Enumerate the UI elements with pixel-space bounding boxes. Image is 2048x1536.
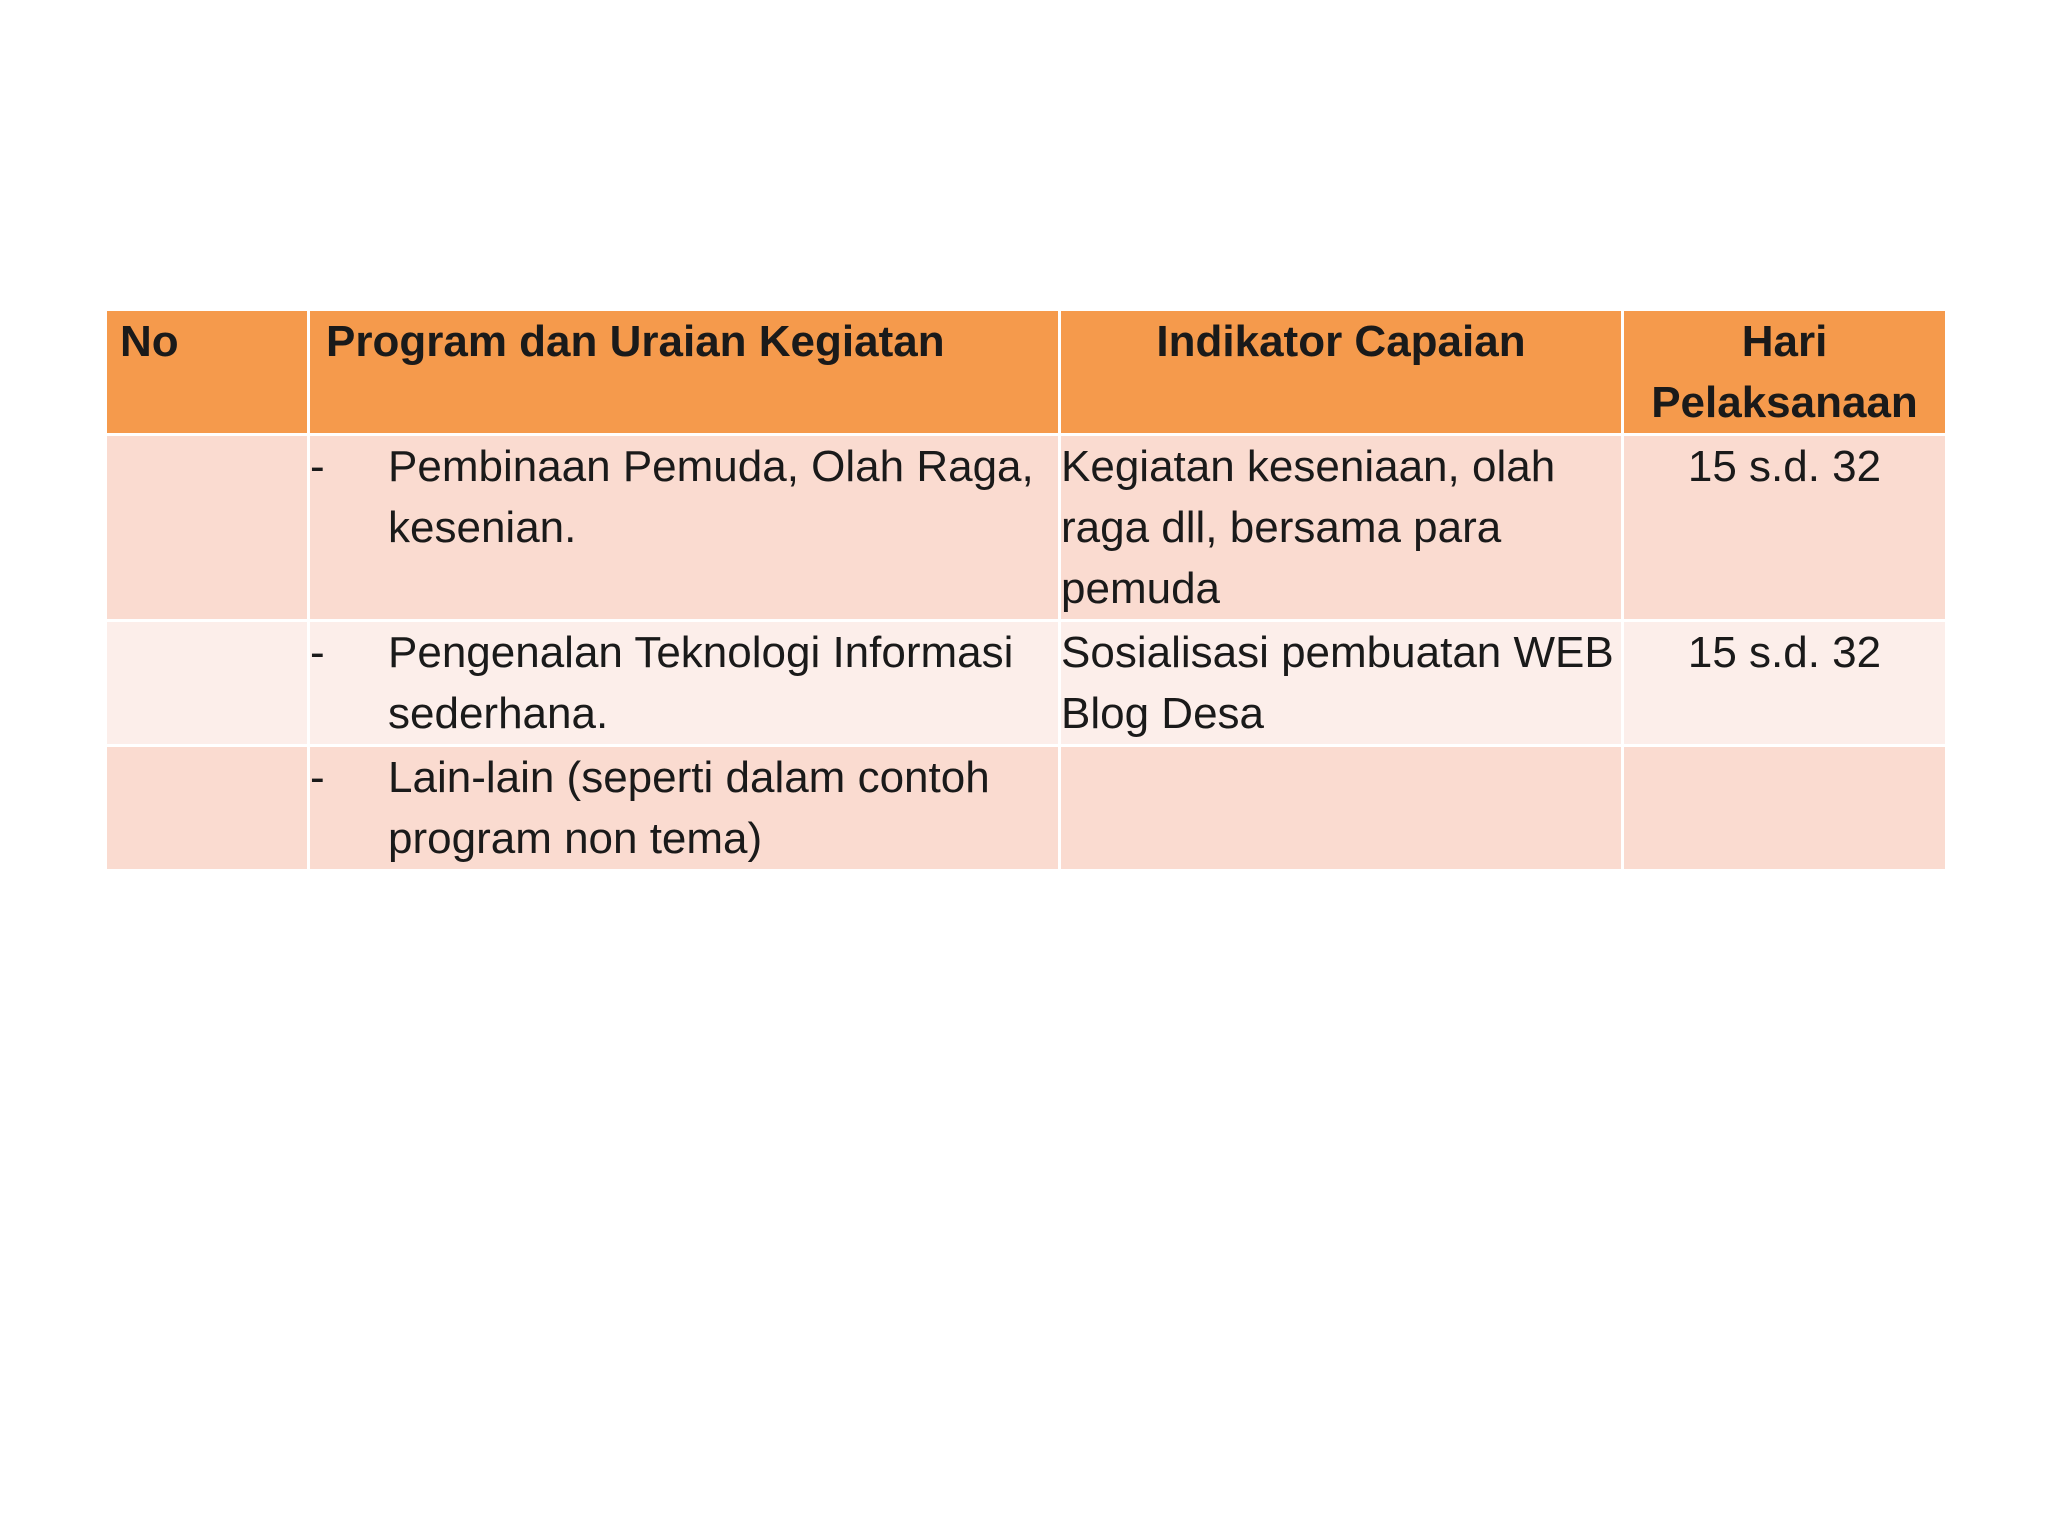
cell-hari xyxy=(1623,746,1947,871)
table-row xyxy=(106,746,1947,871)
cell-no xyxy=(106,435,309,621)
cell-indikator: Kegiatan keseniaan, olah raga dll, bersama para pemuda xyxy=(1060,435,1623,621)
cell-no xyxy=(106,746,309,871)
header-indikator: Indikator Capaian xyxy=(1060,310,1623,435)
table-header-row xyxy=(106,310,1947,435)
bullet-dash: - xyxy=(310,442,325,491)
cell-program xyxy=(309,435,1060,621)
cell-program xyxy=(309,746,1060,871)
header-no: No xyxy=(106,310,309,435)
program-table xyxy=(104,308,1948,872)
cell-indikator xyxy=(1060,746,1623,871)
program-text: Lain-lain (seperti dalam contoh program non tema) xyxy=(388,753,990,863)
header-program: Program dan Uraian Kegiatan xyxy=(309,310,1060,435)
bullet-dash: - xyxy=(310,628,325,677)
program-text: Pembinaan Pemuda, Olah Raga, kesenian. xyxy=(388,442,1034,552)
program-text: Pengenalan Teknologi Informasi sederhana. xyxy=(388,628,1014,738)
cell-no xyxy=(106,621,309,746)
header-hari: Hari Pelaksanaan xyxy=(1623,310,1947,435)
table-row xyxy=(106,435,1947,621)
table-row xyxy=(106,621,1947,746)
cell-hari: 15 s.d. 32 xyxy=(1623,621,1947,746)
cell-indikator: Sosialisasi pembuatan WEB Blog Desa xyxy=(1060,621,1623,746)
cell-program xyxy=(309,621,1060,746)
bullet-dash: - xyxy=(310,753,325,802)
cell-hari: 15 s.d. 32 xyxy=(1623,435,1947,621)
